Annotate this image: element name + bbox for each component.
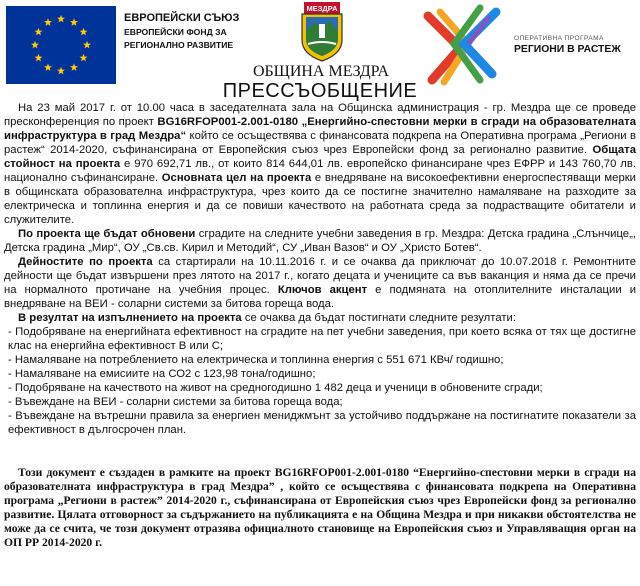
paragraph-intro xyxy=(4,101,636,227)
results-intro: се очаква да бъдат постигнати следните резултати: xyxy=(241,312,516,324)
intro-text-3: е 970 692,71 лв., от които 814 644,01 лв. европейско финансиране чрез ЕФРР и 143 760,70 лв. национално съфинансиране. xyxy=(4,158,636,184)
result-item: - Подобряване на енергийната ефективност на сградите на пет учебни заведения, при което всяка от тях ще достигне клас на енергийна ефективност В или С; xyxy=(8,326,636,352)
mezdra-coat-of-arms-icon xyxy=(298,2,346,62)
intro-text-1: На 23 май 2017 г. от 10.00 часа в заседателната зала на Общинска администрация - гр. Мездра ще се проведе пресконференция по проект xyxy=(4,102,636,128)
project-code: BG16RFOP001-2.001-0180 „Енергийно-спестовни мерки в сгради на образователната инфраструктура в град Мездра“ xyxy=(4,116,636,142)
op-small-label: ОПЕРАТИВНА ПРОГРАМА xyxy=(514,35,604,42)
eu-flag-icon xyxy=(6,6,116,84)
intro-text-2: който се осъществява с финансовата подкрепа на Оперативна програма „Региони в растеж“ 2014-2020, съфинансирана от Европейския съюз чрез Европейски фонд за регионално развитие. xyxy=(4,130,637,156)
disclaimer-footer xyxy=(4,466,636,550)
buildings-label: По проекта ще бъдат обновени xyxy=(18,228,196,240)
paragraph-buildings xyxy=(4,227,636,255)
result-item: - Въвеждане на вътрешни правила за енергиен мениджмънт за устойчиво поддържане на постигнатите показатели за ефективност в дългосрочен план. xyxy=(8,410,636,436)
paragraph-results xyxy=(4,311,636,325)
disclaimer-text: Този документ е създаден в рамките на проект BG16RFOP001-2.001-0180 “Енергийно-спестовни мерки в сгради на образователната инфраструктура в град Мездра” , който се осъществява с финансовата подкрепа на Оперативна програма „Региони в растеж” 2014-2020 г., съфинансирана от Европейския съюз чрез Европейски фонд за регионално развитие. Цялата отговорност за съдържанието на публикацията е на Община Мездра и при никакви обстоятелства не може да се счита, че този документ отразява официалното становище на Европейския съюз и Управляващия орган на ОП РР 2014-2020 г. xyxy=(4,466,636,549)
page-title: ПРЕССЪОБЩЕНИЕ xyxy=(222,80,418,102)
paragraph-activities xyxy=(4,255,636,311)
eu-fund-line1: ЕВРОПЕЙСКИ ФОНД ЗА xyxy=(124,27,227,37)
header xyxy=(0,0,640,92)
results-label: В резултат на изпълнението на проекта xyxy=(18,312,242,324)
result-item: - Въвеждане на ВЕИ - соларни системи за битова гореща вода; xyxy=(8,396,343,408)
op-name: РЕГИОНИ В РАСТЕЖ xyxy=(514,44,621,55)
press-release-body xyxy=(4,101,636,437)
key-focus-label: Ключов акцент xyxy=(277,284,368,296)
municipality-name: ОБЩИНА МЕЗДРА xyxy=(252,63,390,80)
buildings-text: сградите на следните учебни заведения в гр. Мездра: Детска градина „Слънчице„, Детска градина „Мир“, ОУ „Св.св. Кирил и Методий“, СУ „Иван Вазов“ и ОУ „Христо Ботев“. xyxy=(4,228,636,254)
result-item: - Подобряване на качеството на живот на средногодишно 1 482 деца и ученици в обновените сгради; xyxy=(8,382,543,394)
intro-text-4: е внедряване на високоефективни енергоспестяващи мерки в общинската образователна инфраструктура, чрез които да се постигне значително намаляване на разходите за електрическа и топлинна енергия и да се повиши качеството на работната среда за подрастващите обитатели и служителите. xyxy=(4,172,636,226)
result-item: - Намаляване на емисиите на СО2 с 123,98 тона/годишно; xyxy=(8,368,316,380)
total-value-label: Общата стойност на проекта xyxy=(4,144,636,170)
seal-text: МЕЗДРА xyxy=(306,4,338,13)
op-label xyxy=(514,34,638,56)
activities-text-2: е подмяната на отоплителните инсталации и внедряване на ВЕИ - соларни системи за битова гореща вода. xyxy=(4,284,636,310)
result-item: - Намаляване на потреблението на електрическа и топлинна енергия с 551 671 КВч/ годишно; xyxy=(8,354,504,366)
operational-programme-logo-icon xyxy=(418,4,508,88)
activities-text-1: са стартирали на 10.11.2016 г. и се очаква да приключат до 10.07.2018 г. Ремонтните дейности ще бъдат извършени през лятото на 2017 г., когато децата и учениците са във ваканция и няма да се пречи на нормалното протичане на учебния процес. xyxy=(4,256,636,296)
main-goal-label: Основната цел на проекта xyxy=(161,172,312,184)
eu-label xyxy=(124,12,274,51)
eu-title: ЕВРОПЕЙСКИ СЪЮЗ xyxy=(124,12,240,24)
activities-label: Дейностите по проекта xyxy=(18,256,153,268)
eu-fund-line2: РЕГИОНАЛНО РАЗВИТИЕ xyxy=(124,40,234,50)
